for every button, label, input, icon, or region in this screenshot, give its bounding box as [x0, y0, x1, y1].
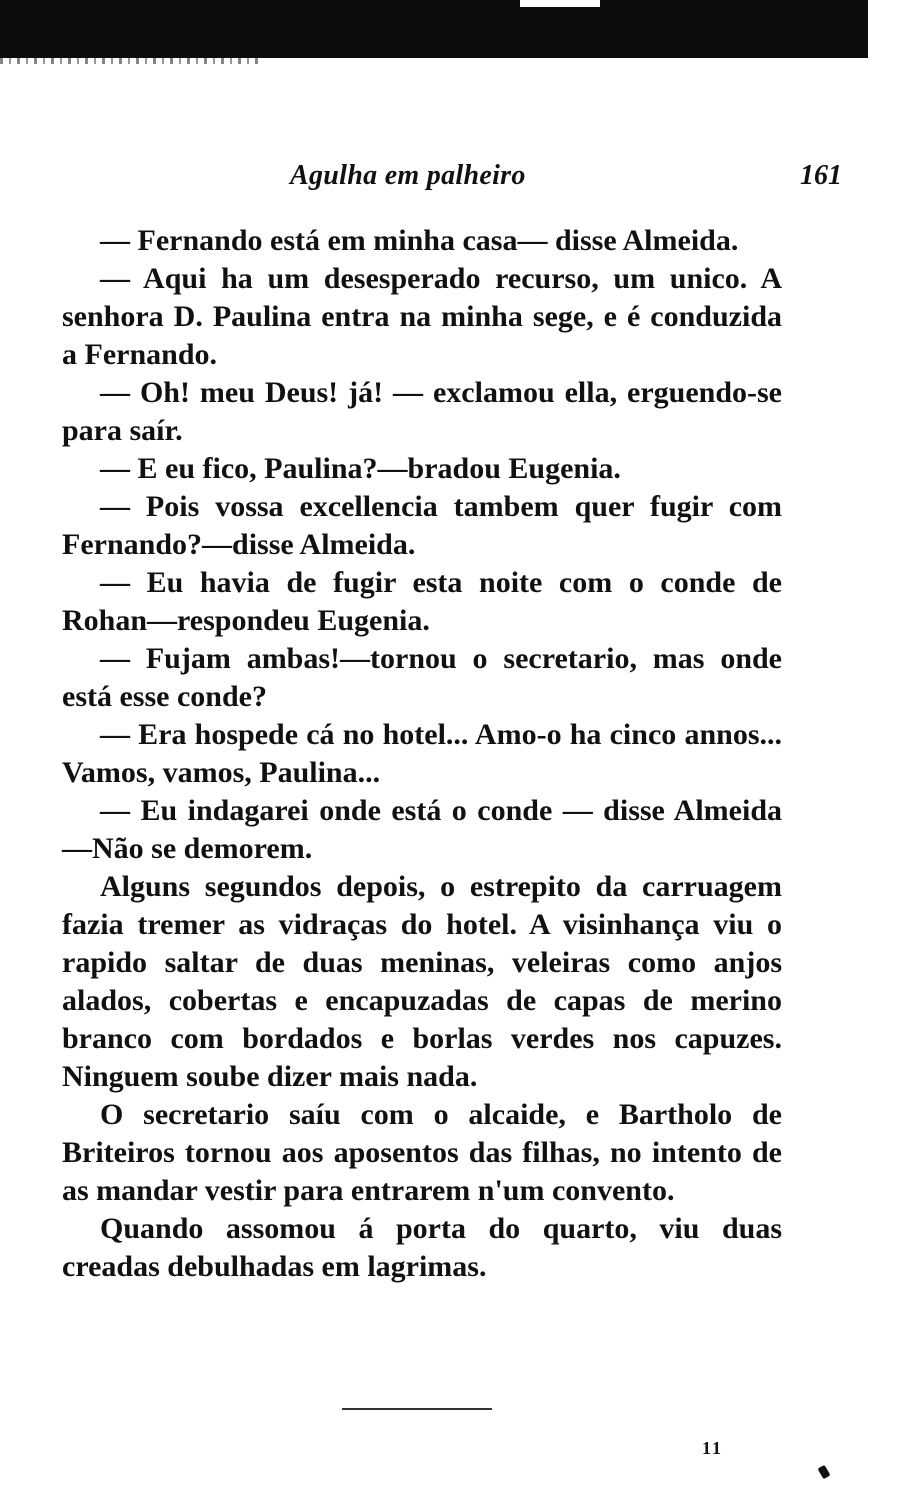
paragraph: — Eu havia de fugir esta noite com o conde de Rohan—respondeu Eugenia.: [62, 566, 782, 637]
paragraph: — E eu fico, Paulina?—bradou Eugenia.: [100, 452, 621, 485]
signature-mark: 11: [702, 1438, 724, 1458]
paragraph: — Aqui ha um desesperado recurso, um unico. A senhora D. Paulina entra na minha sege, e é conduzida a Fernando.: [62, 262, 782, 371]
scan-border: [0, 0, 868, 58]
paragraph: — Pois vossa excellencia tambem quer fugir com Fernando?—disse Almeida.: [62, 490, 782, 561]
paragraph: — Fernando está em minha casa— disse Almeida.: [100, 224, 739, 257]
paragraph: Quando assomou á porta do quarto, viu duas creadas debulhadas em lagrimas.: [62, 1212, 782, 1283]
footer-rule: [342, 1408, 492, 1410]
scan-noise: [0, 58, 260, 64]
body-text: [62, 222, 782, 1286]
running-title: Agulha em palheiro: [290, 160, 526, 191]
paragraph: — Fujam ambas!—tornou o secretario, mas onde está esse conde?: [62, 642, 782, 713]
page-number: 161: [800, 160, 842, 191]
paragraph: — Eu indagarei onde está o conde — disse Almeida—Não se demorem.: [62, 794, 782, 865]
paragraph: — Era hospede cá no hotel... Amo-o ha cinco annos... Vamos, vamos, Paulina...: [62, 718, 782, 789]
paragraph: O secretario saíu com o alcaide, e Bartholo de Briteiros tornou aos aposentos das filhas, no intento de as mandar vestir para entrarem n'um convento.: [62, 1098, 782, 1207]
ink-speck: [818, 1465, 831, 1479]
paragraph: Alguns segundos depois, o estrepito da carruagem fazia tremer as vidraças do hotel. A visinhança viu o rapido saltar de duas meninas, veleiras como anjos alados, cobertas e encapuzadas de capas de merino branco com bordados e borlas verdes nos capuzes. Ninguem soube dizer mais nada.: [62, 870, 782, 1093]
paragraph: — Oh! meu Deus! já! — exclamou ella, erguendo-se para saír.: [62, 376, 782, 447]
running-head: [62, 160, 842, 200]
scan-notch: [520, 0, 600, 7]
